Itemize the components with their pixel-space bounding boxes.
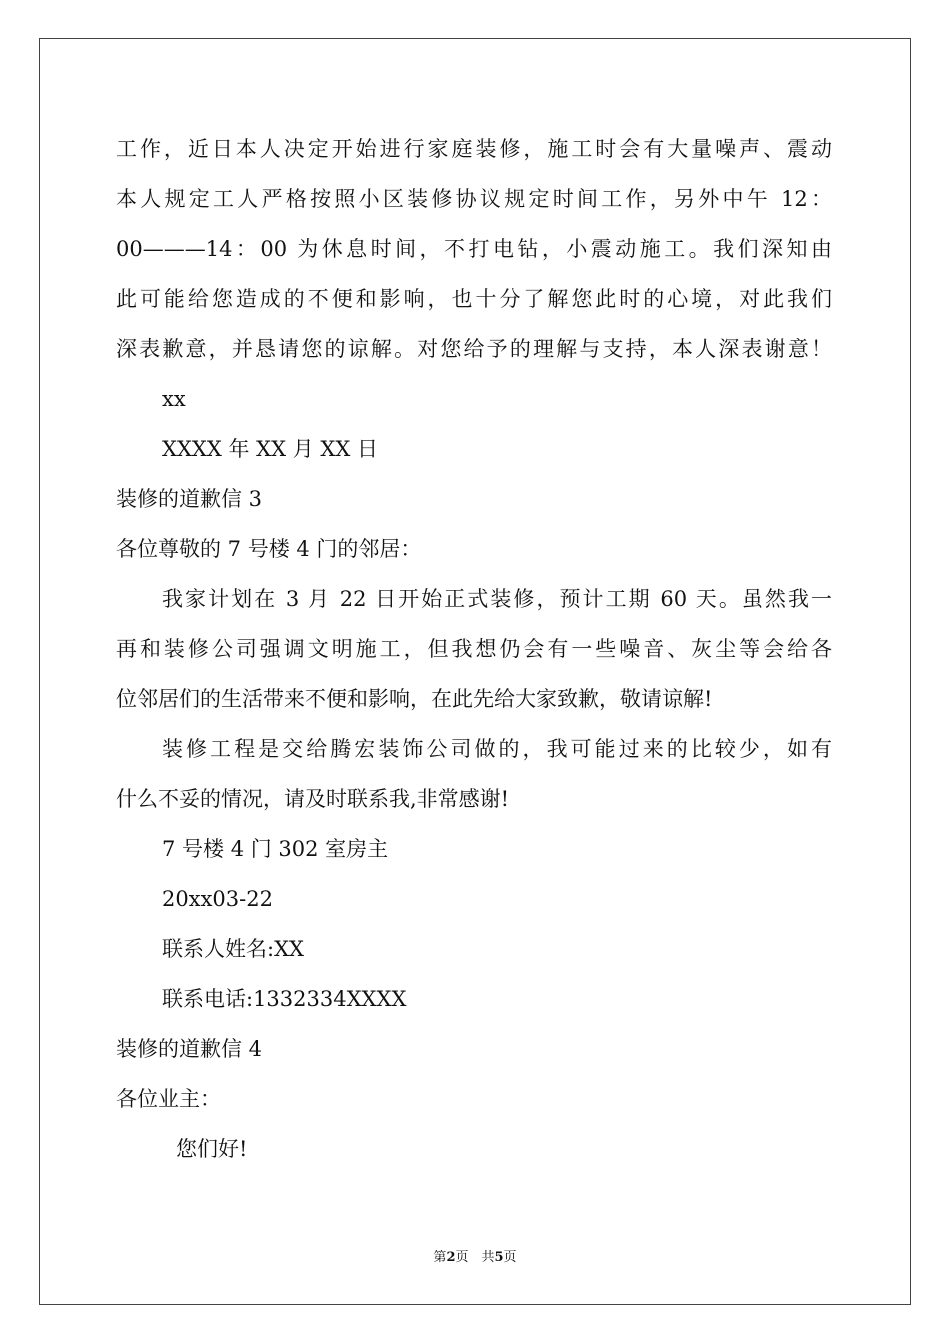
paragraph-line: 什么不妥的情况，请及时联系我,非常感谢! [116,787,510,811]
page-current-number: 2 [446,1250,456,1265]
paragraph-line: 工作，近日本人决定开始进行家庭装修，施工时会有大量噪声、震动 [116,137,832,161]
letter-date: 20xx03-22 [162,887,273,911]
contact-name: 联系人姓名:XX [162,937,304,961]
page-border [39,38,911,1305]
letter-greeting: 各位业主： [116,1087,221,1111]
paragraph-line: 再和装修公司强调文明施工，但我想仍会有一些噪音、灰尘等会给各 [116,637,832,661]
paragraph-line: 位邻居们的生活带来不便和影响，在此先给大家致歉，敬请谅解! [116,687,713,711]
signature-name: xx [162,387,186,411]
paragraph-line: 深表歉意，并恳请您的谅解。对您给予的理解与支持，本人深表谢意！ [116,337,832,361]
letter-greeting: 各位尊敬的 7 号楼 4 门的邻居： [116,537,422,561]
footer-text: 页 共 [455,1250,495,1265]
footer-text: 页 [503,1250,517,1265]
contact-phone: 联系电话:1332334XXXX [162,987,407,1011]
paragraph-line: 我家计划在 3 月 22 日开始正式装修，预计工期 60 天。虽然我一 [162,587,832,611]
letter-salutation: 您们好! [176,1137,248,1161]
paragraph-line: 此可能给您造成的不便和影响，也十分了解您此时的心境，对此我们 [116,287,832,311]
letter-title: 装修的道歉信 3 [116,487,263,511]
signature-date: XXXX 年 XX 月 XX 日 [162,437,378,461]
page-total-number: 5 [494,1250,504,1265]
letter-title: 装修的道歉信 4 [116,1037,263,1061]
footer-text: 第 [433,1250,447,1265]
paragraph-line: 本人规定工人严格按照小区装修协议规定时间工作，另外中午 12： [116,187,832,211]
paragraph-line: 00———14：00 为休息时间，不打电钻，小震动施工。我们深知由 [116,237,832,261]
page-footer [0,1249,950,1267]
paragraph-line: 装修工程是交给腾宏装饰公司做的，我可能过来的比较少，如有 [162,737,832,761]
letter-signer: 7 号楼 4 门 302 室房主 [162,837,389,861]
